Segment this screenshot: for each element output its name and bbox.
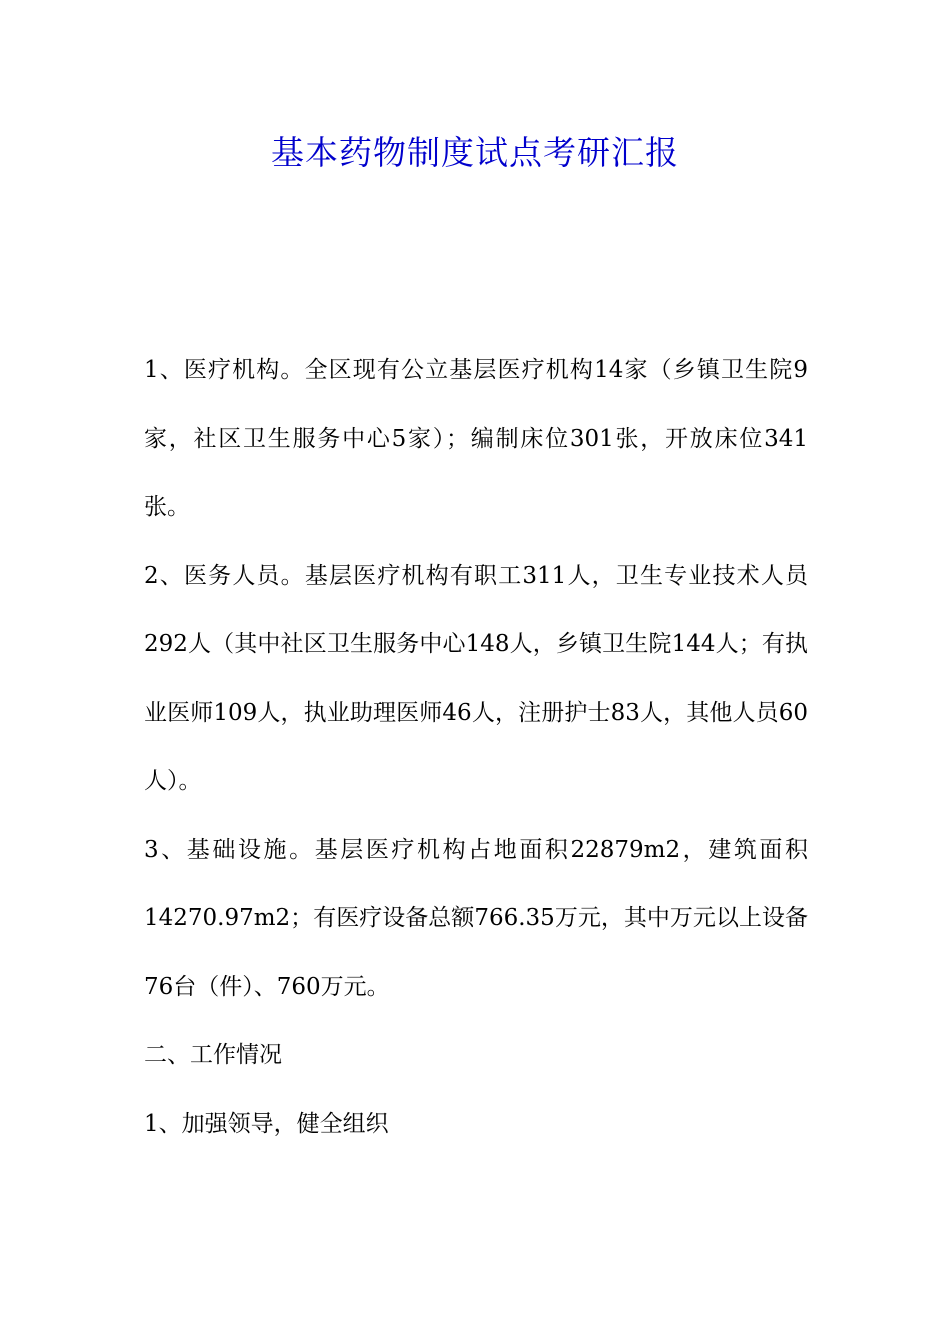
section-heading-work-situation: 二、工作情况 [144,1042,282,1068]
paragraph-infrastructure: 3、基础设施。基层医疗机构占地面积22879m2，建筑面积14270.97m2；有医疗设备总额766.35万元，其中万元以上设备76台（件）、760万元。 [144,836,808,1000]
subheading-leadership: 1、加强领导，健全组织 [144,1110,389,1137]
paragraph-medical-institutions: 1、医疗机构。全区现有公立基层医疗机构14家（乡镇卫生院9家，社区卫生服务中心5家）；编制床位301张，开放床位341张。 [144,357,808,520]
document-title: 基本药物制度试点考研汇报 [271,133,679,172]
document-body [144,336,808,1158]
paragraph-medical-staff: 2、医务人员。基层医疗机构有职工311人，卫生专业技术人员292人（其中社区卫生服务中心148人，乡镇卫生院144人；有执业医师109人，执业助理医师46人，注册护士83人，其他人员60人）。 [144,562,808,794]
